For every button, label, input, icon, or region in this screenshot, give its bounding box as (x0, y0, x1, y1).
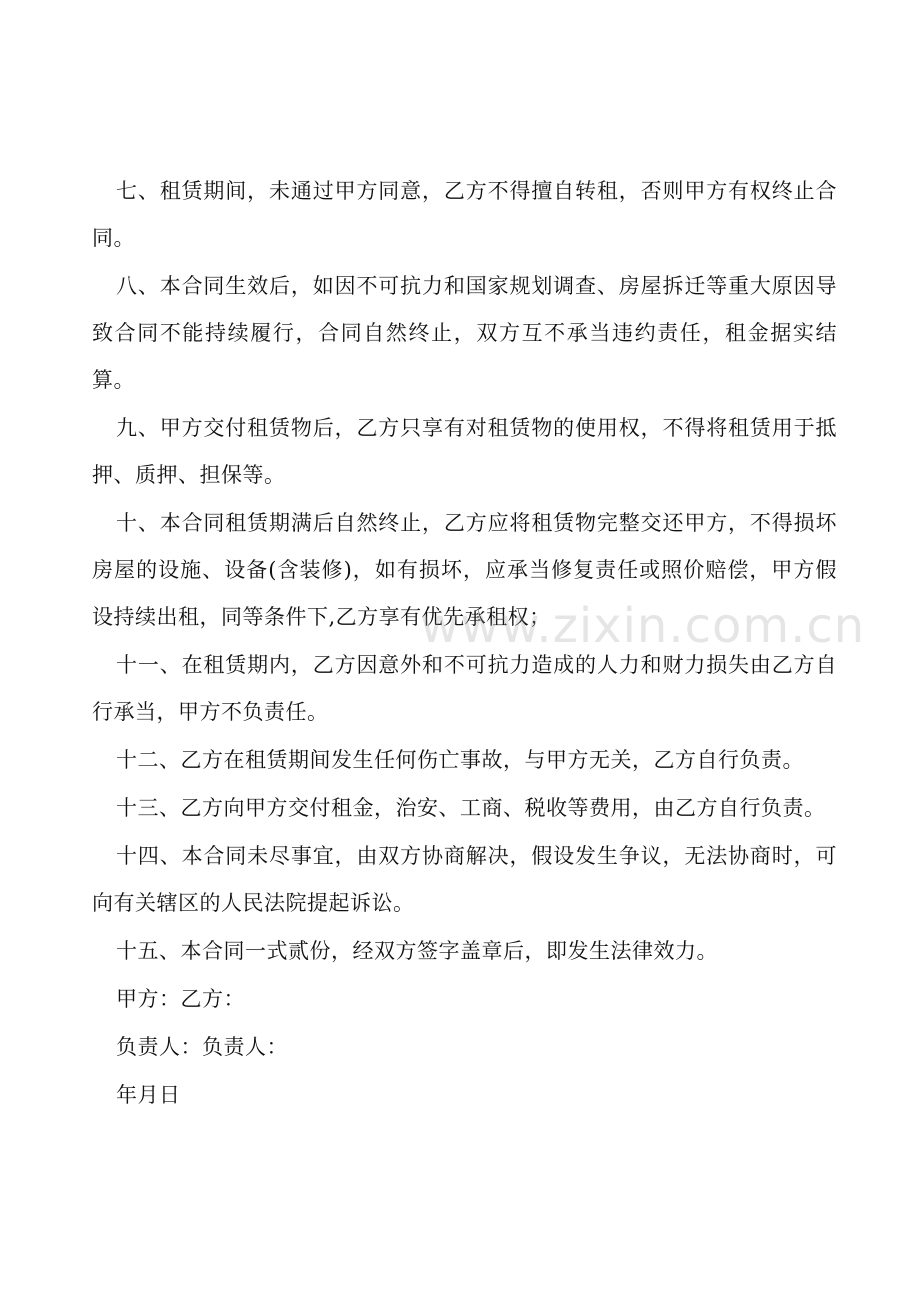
clause-15: 十五、本合同一式贰份，经双方签字盖章后，即发生法律效力。 (116, 939, 718, 963)
signature-responsible-line: 负责人：负责人： (116, 1035, 288, 1059)
signature-date-line: 年月日 (116, 1083, 181, 1107)
clause-10: 十、本合同租赁期满后自然终止，乙方应将租赁物完整交还甲方，不得损坏房屋的设施、设备(含装修)，如有损坏，应承当修复责任或照价赔偿，甲方假设持续出租，同等条件下,乙方享有优先承租权； (92, 511, 837, 629)
document-body (92, 168, 837, 1120)
clause-9: 九、甲方交付租赁物后，乙方只享有对租赁物的使用权，不得将租赁用于抵押、质押、担保等。 (92, 416, 837, 487)
signature-party-line: 甲方：乙方： (116, 987, 245, 1011)
watermark: www.zixin.com.cn (420, 598, 866, 654)
clause-12: 十二、乙方在租赁期间发生任何伤亡事故，与甲方无关，乙方自行负责。 (116, 748, 804, 772)
clause-11: 十一、在租赁期内，乙方因意外和不可抗力造成的人力和财力损失由乙方自行承当，甲方不负责任。 (92, 653, 837, 724)
clause-8: 八、本合同生效后，如因不可抗力和国家规划调查、房屋拆迁等重大原因导致合同不能持续履行，合同自然终止，双方互不承当违约责任，租金据实结算。 (92, 274, 837, 392)
clause-13: 十三、乙方向甲方交付租金，治安、工商、税收等费用，由乙方自行负责。 (116, 796, 826, 820)
clause-14: 十四、本合同未尽事宜，由双方协商解决，假设发生争议，无法协商时，可向有关辖区的人民法院提起诉讼。 (92, 844, 837, 915)
clause-7: 七、租赁期间，未通过甲方同意，乙方不得擅自转租，否则甲方有权终止合同。 (92, 179, 837, 250)
